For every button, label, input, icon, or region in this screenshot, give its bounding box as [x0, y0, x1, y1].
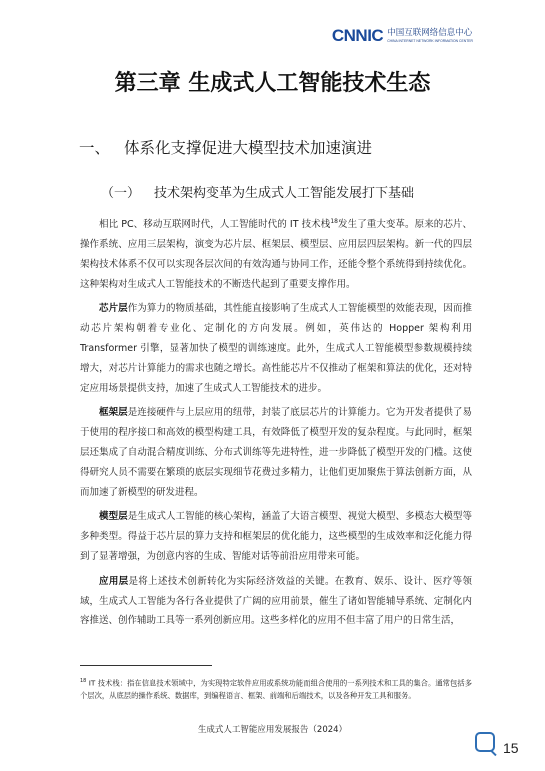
logo-english-name: CHINA INTERNET NETWORK INFORMATION CENTER — [387, 38, 473, 43]
footnote-divider — [80, 665, 212, 666]
paragraph-framework-layer: 框架层是连接硬件与上层应用的纽带，封装了底层芯片的计算能力。它为开发者提供了易于使用的程序接口和高效的模型构建工具，有效降低了模型开发的复杂程度。与此同时，框架层还集成了自动混合精度训练、分布式训练等先进特性，进一步降低了模型开发的门槛。这使得研究人员不需要在繁琐的底层实现细节花费过多精力，让他们更加聚焦于算法创新方面，从而加速了新模型的研发进程。 — [80, 407, 472, 498]
paragraph-model-layer: 模型层是生成式人工智能的核心架构，涵盖了大语言模型、视觉大模型、多模态大模型等多种类型。得益于芯片层的算力支持和框架层的优化能力，这些模型的生成效率和泛化能力得到了显著增强，为创意内容的生成、智能对话等前沿应用带来可能。 — [80, 511, 472, 562]
paragraph-lead: 芯片层 — [99, 303, 128, 315]
section-number: 一、 — [79, 139, 111, 157]
paragraph-lead: 模型层 — [99, 511, 128, 523]
search-icon — [475, 732, 495, 752]
paragraph-lead: 应用层 — [99, 575, 129, 587]
logo-text — [387, 29, 473, 43]
footnote-number: 18 — [80, 678, 87, 684]
footer-report-title: 生成式人工智能应用发展报告（2024） — [197, 725, 348, 735]
footnote-text: IT 技术栈：指在信息技术领域中，为实现特定软件应用或系统功能而组合使用的一系列技术和工具的集合。通常包括多个层次，从底层的操作系统、数据库，到编程语言、框架、前端和后端技术，以及各种开发工具和服务。 — [80, 678, 472, 701]
section-title-text: 体系化支撑促进大模型技术加速演进 — [124, 139, 373, 157]
paragraph-lead: 框架层 — [99, 407, 128, 419]
subsection-number: （一） — [101, 186, 141, 201]
section-title — [79, 136, 372, 158]
chapter-title: 第三章 生成式人工智能技术生态 — [114, 71, 431, 96]
paragraph-application-layer: 应用层是将上述技术创新转化为实际经济效益的关键。在教育、娱乐、设计、医疗等领域，生成式人工智能为各行各业提供了广阔的应用前景，催生了诸如智能辅导系统、定制化内容推送、创作辅助工具等一系列创新应用。这些多样化的应用不但丰富了用户的日常生活， — [80, 575, 472, 627]
logo-chinese-name: 中国互联网络信息中心 — [387, 28, 473, 39]
footnote-ref[interactable]: 18 — [330, 218, 338, 225]
subsection-title-text: 技术架构变革为生成式人工智能发展打下基础 — [154, 186, 415, 201]
body-text — [80, 212, 472, 636]
logo-mark: CNNIC — [331, 26, 384, 45]
subsection-title — [101, 182, 414, 201]
paragraph-chip-layer: 芯片层作为算力的物质基础，其性能直接影响了生成式人工智能模型的效能表现，因而推动芯片架构朝着专业化、定制化的方向发展。例如，英伟达的 Hopper 架构利用 Transformer 引擎，显著加快了模型的训练速度。此外，生成式人工智能模型参数规模持续增大，对芯片计算能力的需求也随之增长。高性能芯片不仅推动了框架和算法的优化，还对特定应用场景提供支持，加速了生成式人工智能技术的进步。 — [80, 303, 472, 394]
cnnic-logo — [332, 26, 473, 46]
paragraph-intro: 相比 PC、移动互联网时代，人工智能时代的 IT 技术栈$^{18}$发生了重大变革。原来的芯片、操作系统、应用三层架构，演变为芯片层、框架层、模型层、应用层四层架构。新一代的四层架构技术体系不仅可以实现各层次间的有效沟通与协同工作，还能令整个系统得到持续优化。这种架构对生成式人工智能技术的不断迭代起到了重要支撑作用。 — [80, 218, 472, 290]
page-number: 15 — [503, 740, 519, 756]
footnote — [80, 675, 472, 703]
